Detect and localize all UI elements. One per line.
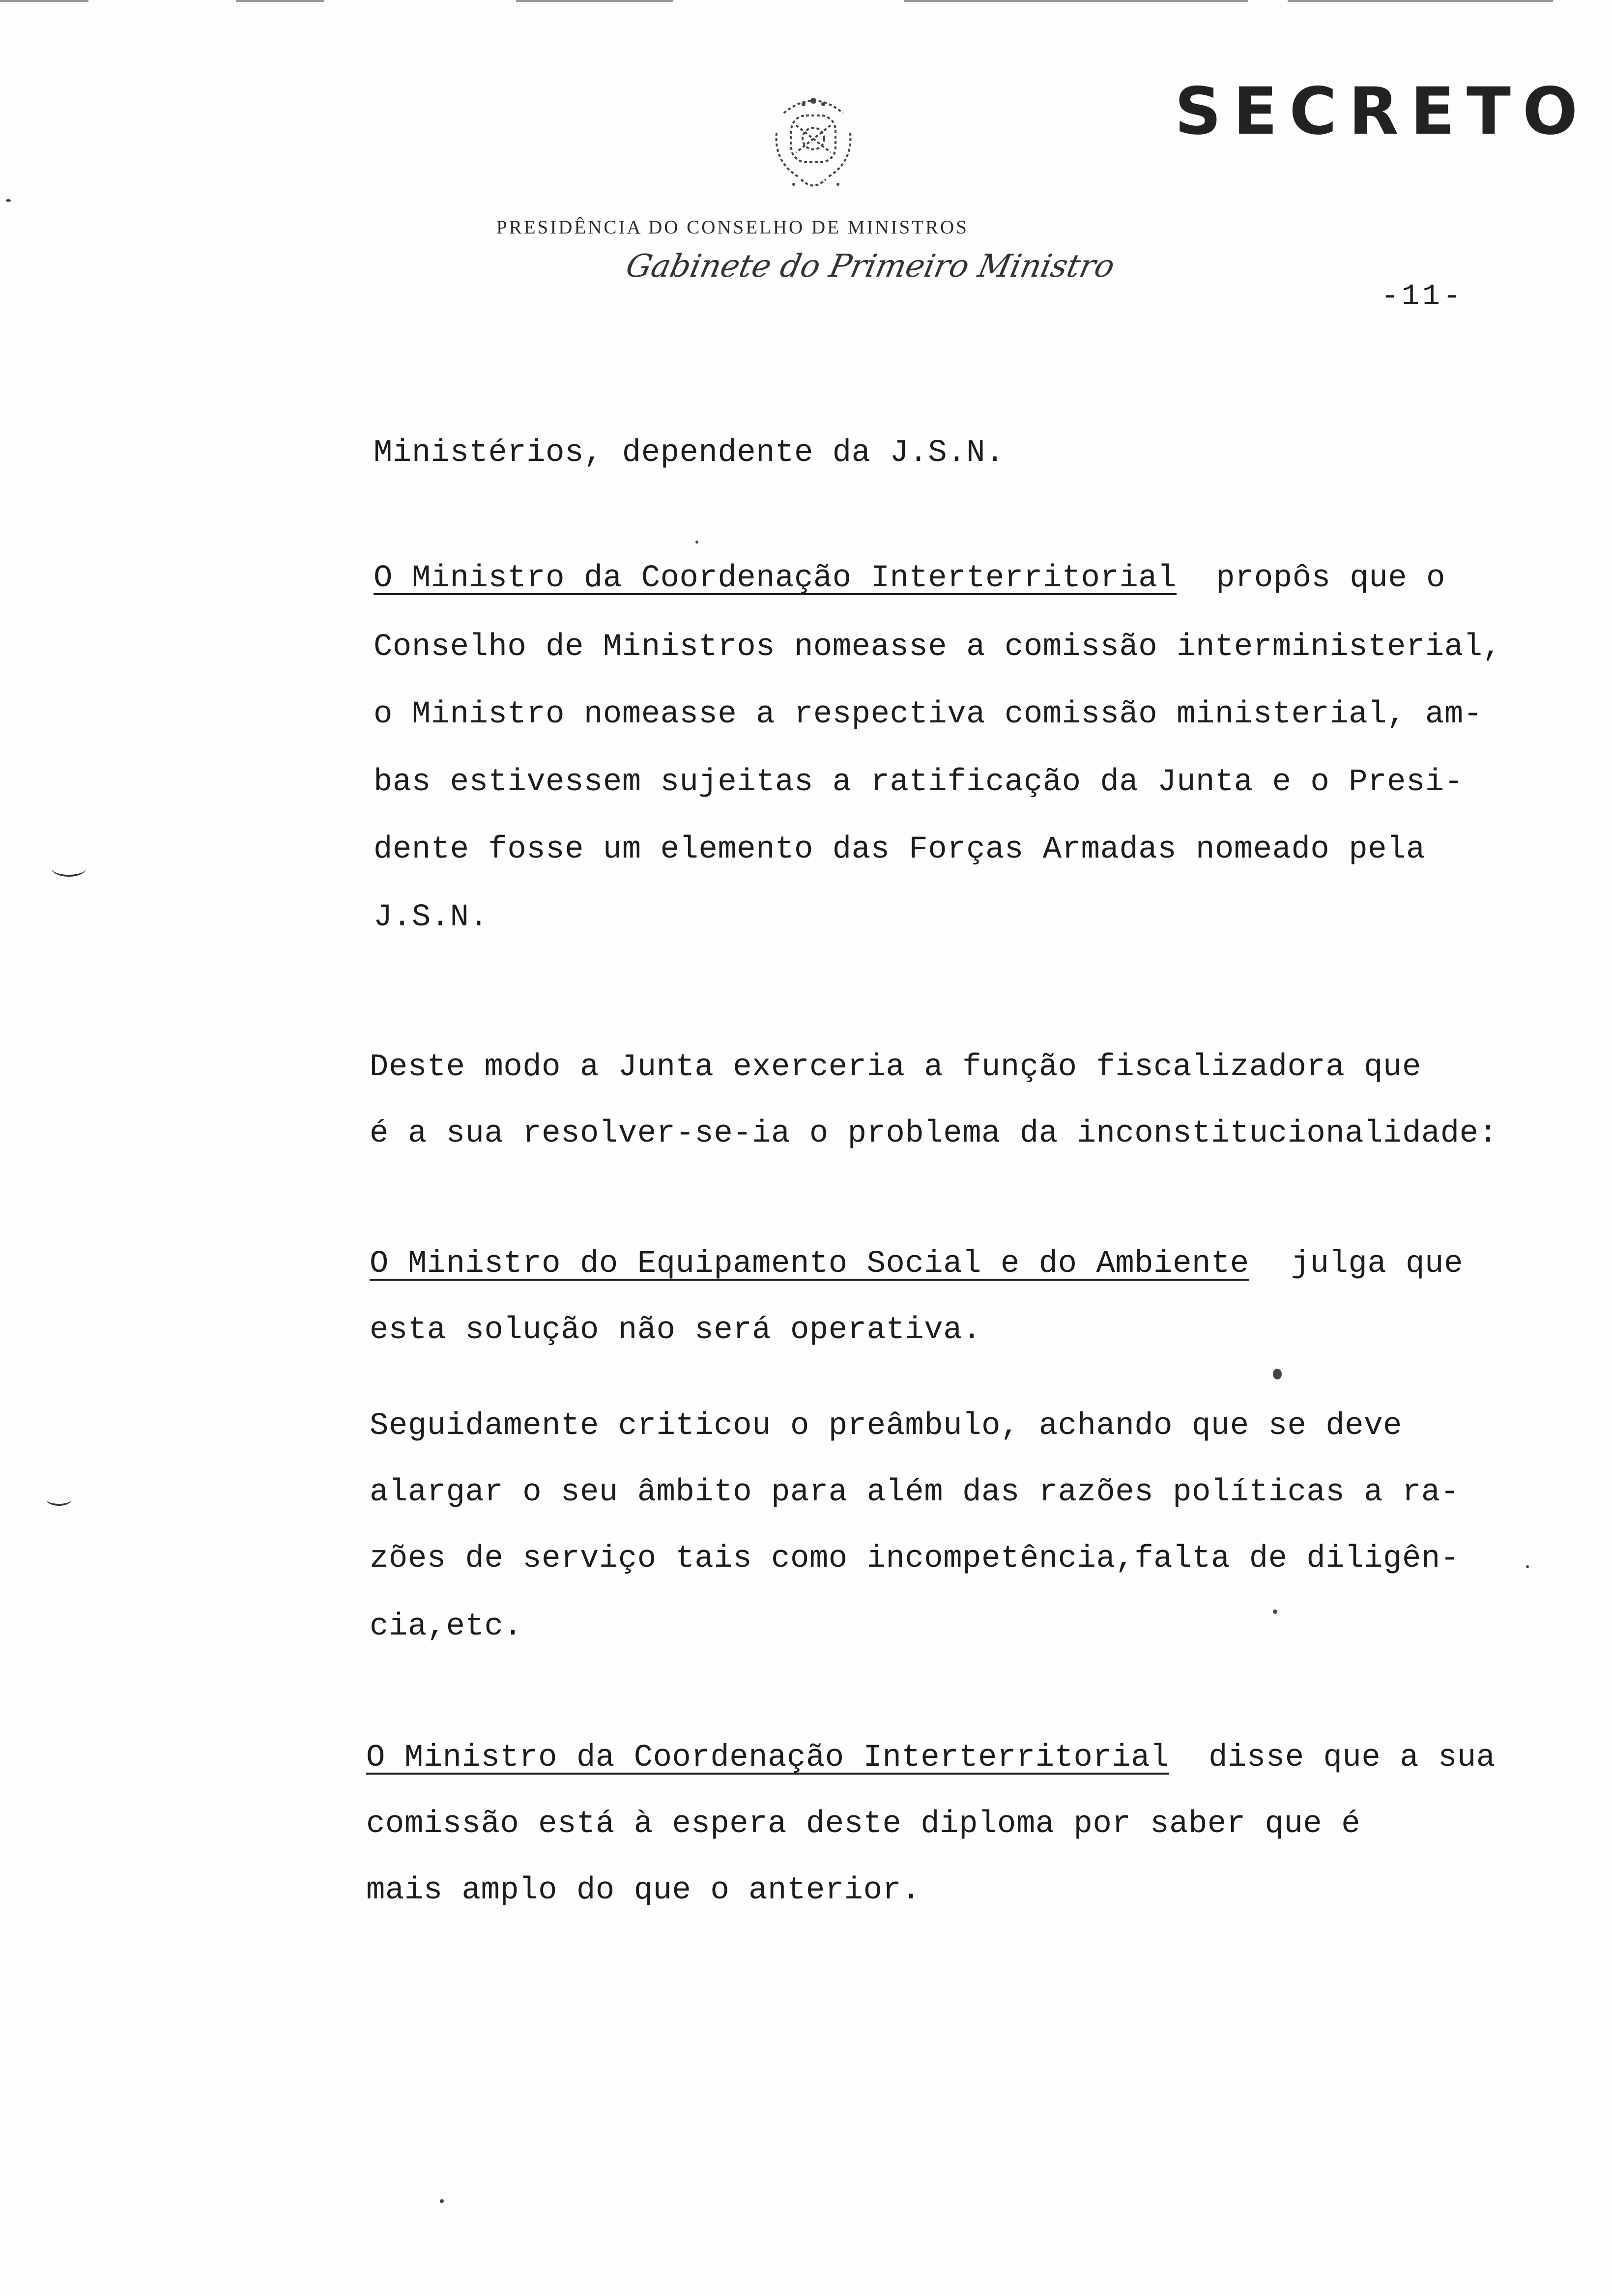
letterhead-cabinet: Gabinete do Primeiro Ministro bbox=[623, 248, 1118, 285]
ink-speck bbox=[1526, 1565, 1529, 1568]
text-line: Conselho de Ministros nomeasse a comissão interministerial, bbox=[374, 630, 1502, 665]
speaker-name: O Ministro do Equipamento Social e do Ambiente bbox=[370, 1246, 1249, 1282]
text-line: bas estivessem sujeitas a ratificação da Junta e o Presi- bbox=[374, 765, 1464, 800]
classification-stamp: SECRETO bbox=[1175, 74, 1590, 149]
scan-edge-line bbox=[1288, 0, 1553, 2]
text-line: zões de serviço tais como incompetência,falta de diligên- bbox=[370, 1541, 1460, 1577]
text-line: Seguidamente criticou o preâmbulo, achando que se deve bbox=[370, 1408, 1402, 1444]
ink-speck bbox=[1273, 1609, 1277, 1614]
scan-edge-line bbox=[236, 0, 324, 2]
text-line: é a sua resolver-se-ia o problema da inconstitucionalidade: bbox=[370, 1116, 1498, 1151]
text-line bbox=[370, 1248, 1463, 1280]
text-line: Deste modo a Junta exerceria a função fiscalizadora que bbox=[370, 1050, 1421, 1085]
scan-edge-line bbox=[516, 0, 673, 2]
text-line: cia,etc. bbox=[370, 1609, 523, 1644]
text-line: alargar o seu âmbito para além das razões políticas a ra- bbox=[370, 1475, 1460, 1510]
text-line: o Ministro nomeasse a respectiva comissão ministerial, am- bbox=[374, 697, 1483, 732]
text-line bbox=[374, 563, 1445, 594]
text-fragment: julga que bbox=[1291, 1246, 1463, 1282]
text-fragment: propôs que o bbox=[1216, 561, 1445, 596]
page-number: -11- bbox=[1381, 280, 1464, 314]
ink-speck bbox=[695, 541, 698, 544]
scan-edge-line bbox=[904, 0, 1248, 2]
speaker-name: O Ministro da Coordenação Interterritorial bbox=[366, 1740, 1170, 1776]
text-line: esta solução não será operativa. bbox=[370, 1313, 981, 1348]
text-line: dente fosse um elemento das Forças Armadas nomeado pela bbox=[374, 832, 1425, 867]
ink-speck bbox=[1273, 1369, 1282, 1379]
text-line bbox=[366, 1742, 1496, 1774]
margin-mark bbox=[52, 860, 86, 877]
speaker-name: O Ministro da Coordenação Interterritorial bbox=[374, 561, 1177, 596]
letterhead-institution: PRESIDÊNCIA DO CONSELHO DE MINISTROS bbox=[496, 217, 969, 238]
text-line: comissão está à espera deste diploma por saber que é bbox=[366, 1807, 1361, 1842]
text-line: Ministérios, dependente da J.S.N. bbox=[374, 435, 1005, 471]
coat-of-arms-seal-icon bbox=[754, 79, 872, 197]
text-line: mais amplo do que o anterior. bbox=[366, 1873, 921, 1908]
ink-speck bbox=[6, 199, 11, 202]
ink-speck bbox=[440, 2199, 444, 2203]
text-fragment: disse que a sua bbox=[1209, 1740, 1496, 1776]
scan-edge-line bbox=[0, 0, 88, 2]
text-line: J.S.N. bbox=[374, 900, 489, 935]
margin-mark bbox=[47, 1494, 71, 1506]
